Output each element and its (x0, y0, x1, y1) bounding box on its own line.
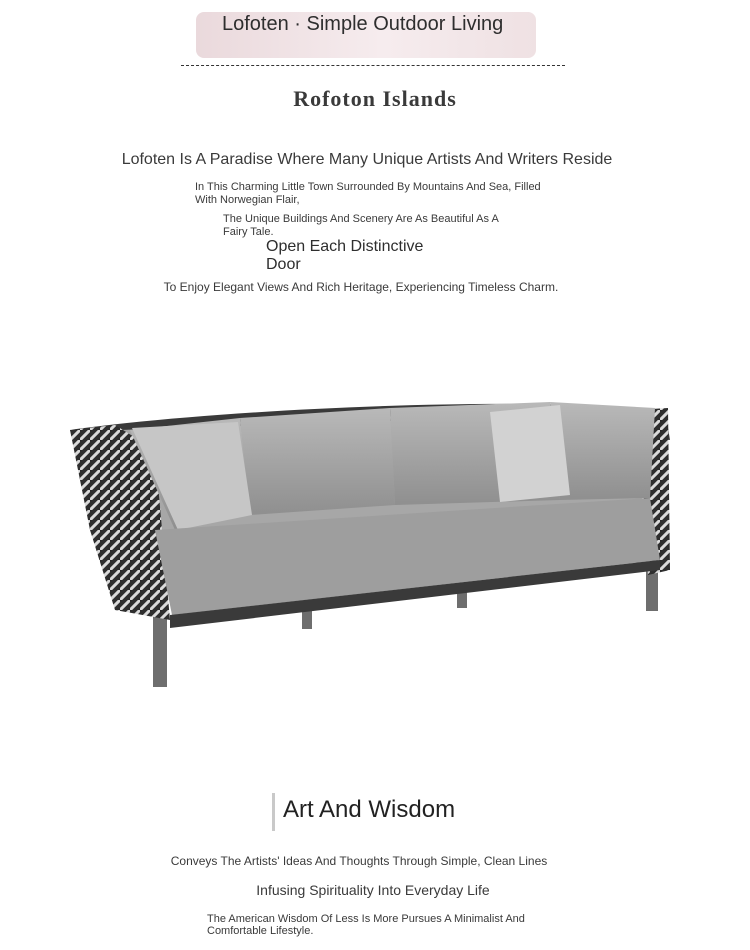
throw-pillow-right (490, 405, 570, 502)
section-line-2: Infusing Spirituality Into Everyday Life (256, 882, 490, 898)
intro-line-2: The Unique Buildings And Scenery Are As Beautiful As A Fairy Tale. (223, 213, 499, 238)
brand-name: Rofoton Islands (293, 86, 457, 111)
sofa-image (60, 390, 680, 695)
sofa-leg-front-left (153, 615, 167, 687)
dashed-divider (181, 65, 565, 66)
intro-headline: Lofoten Is A Paradise Where Many Unique Artists And Writers Reside (121, 151, 613, 168)
page-title: Lofoten · Simple Outdoor Living (222, 13, 504, 35)
intro-line-4: To Enjoy Elegant Views And Rich Heritage, Experiencing Timeless Charm. (163, 280, 559, 294)
section-line-1: Conveys The Artists' Ideas And Thoughts Through Simple, Clean Lines (170, 854, 548, 868)
section-accent-bar (272, 793, 275, 831)
section-title: Art And Wisdom (283, 796, 456, 823)
back-cushion-2 (240, 408, 395, 515)
intro-line-3: Open Each Distinctive Door (266, 238, 424, 273)
section-line-3: The American Wisdom Of Less Is More Pursues A Minimalist And Comfortable Lifestyle. (207, 913, 525, 937)
intro-line-1: In This Charming Little Town Surrounded By Mountains And Sea, Filled With Norwegian Flair, (195, 181, 541, 206)
